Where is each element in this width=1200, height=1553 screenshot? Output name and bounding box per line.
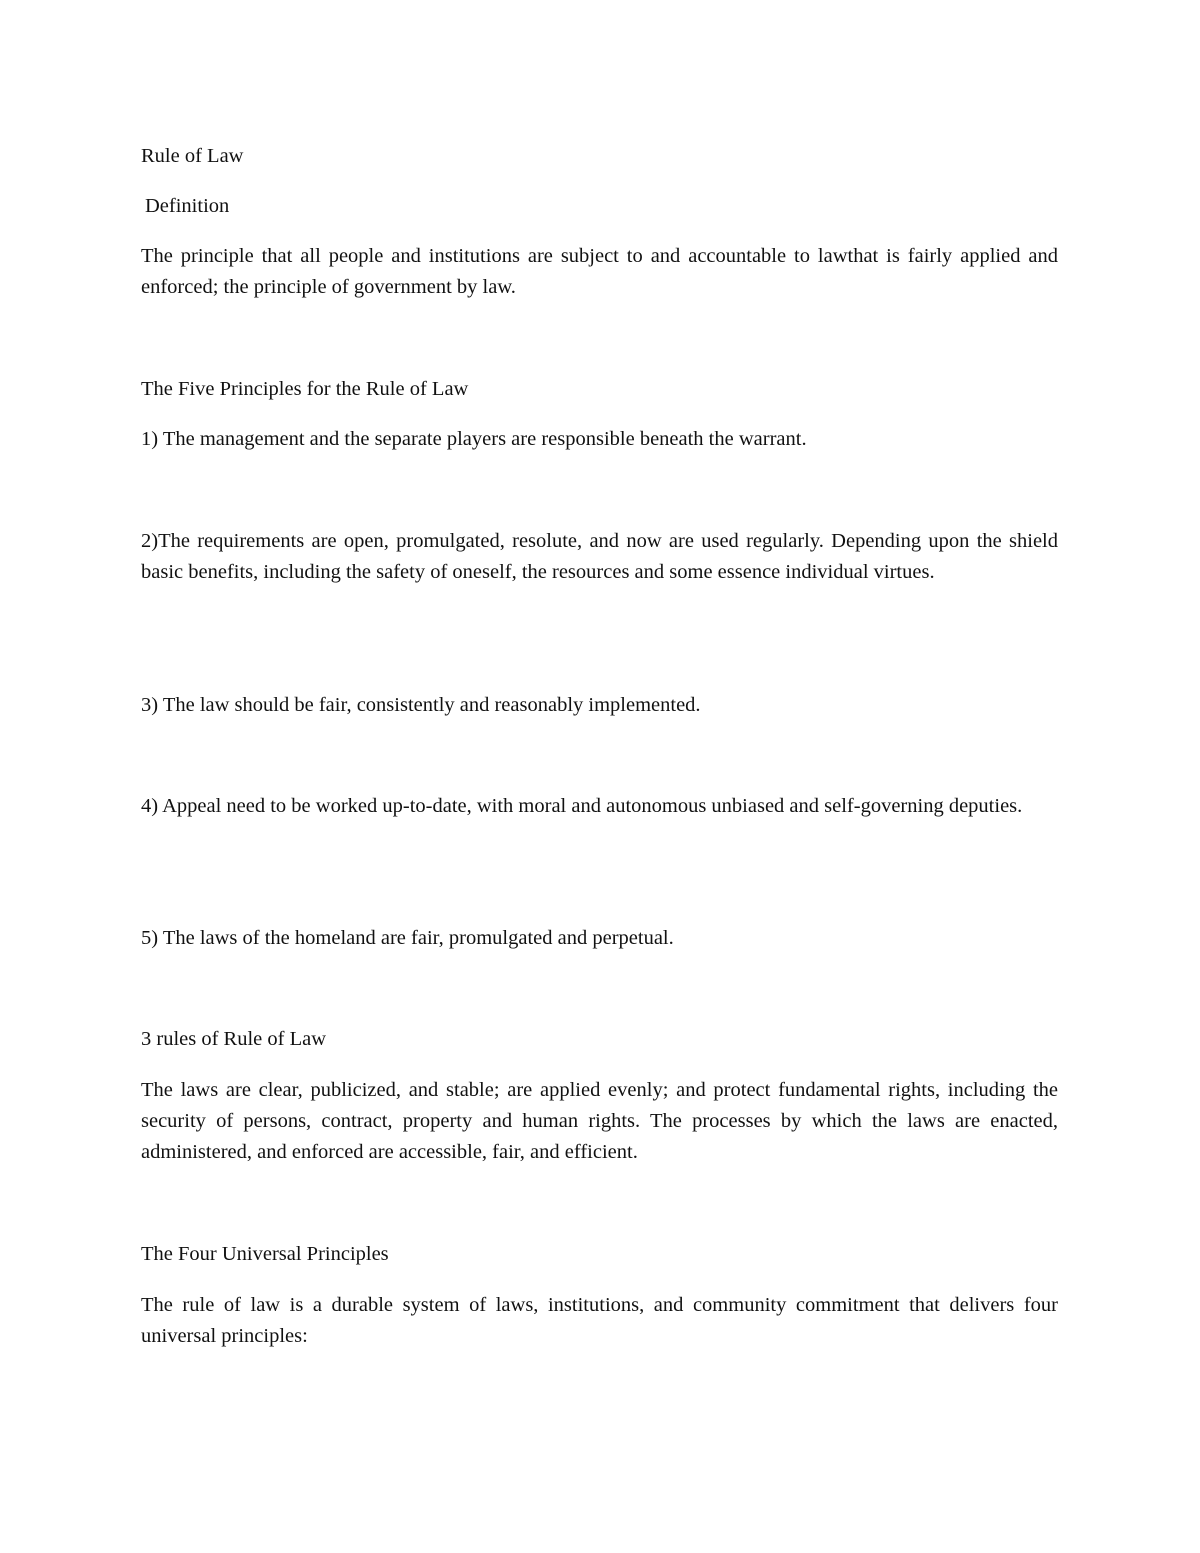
three-rules-text: The laws are clear, publicized, and stable; are applied evenly; and protect fundamental rights, including the security of persons, contract, property and human rights. The processes by which the laws are enacted, administered, and enforced are accessible, fair, and efficient. (141, 1079, 1058, 1163)
three-rules-heading: 3 rules of Rule of Law (141, 1028, 327, 1050)
principle-item-5: 5) The laws of the homeland are fair, promulgated and perpetual. (141, 927, 674, 949)
principle-item-4: 4) Appeal need to be worked up-to-date, with moral and autonomous unbiased and self-governing deputies. (141, 795, 1023, 817)
principle-item-3: 3) The law should be fair, consistently and reasonably implemented. (141, 694, 701, 716)
four-principles-heading: The Four Universal Principles (141, 1243, 389, 1265)
definition-text: The principle that all people and institutions are subject to and accountable to lawthat is fairly applied and enforced; the principle of government by law. (141, 245, 1058, 298)
document-title: Rule of Law (141, 145, 244, 167)
five-principles-heading: The Five Principles for the Rule of Law (141, 378, 469, 400)
four-principles-text: The rule of law is a durable system of laws, institutions, and community commitment that delivers four universal principles: (141, 1294, 1058, 1347)
principle-item-2: 2)The requirements are open, promulgated, resolute, and now are used regularly. Depending upon the shield basic benefits, including the safety of oneself, the resources and some essence individual virtues. (141, 530, 1058, 583)
principle-item-1: 1) The management and the separate players are responsible beneath the warrant. (141, 428, 807, 450)
definition-heading: Definition (145, 195, 230, 217)
